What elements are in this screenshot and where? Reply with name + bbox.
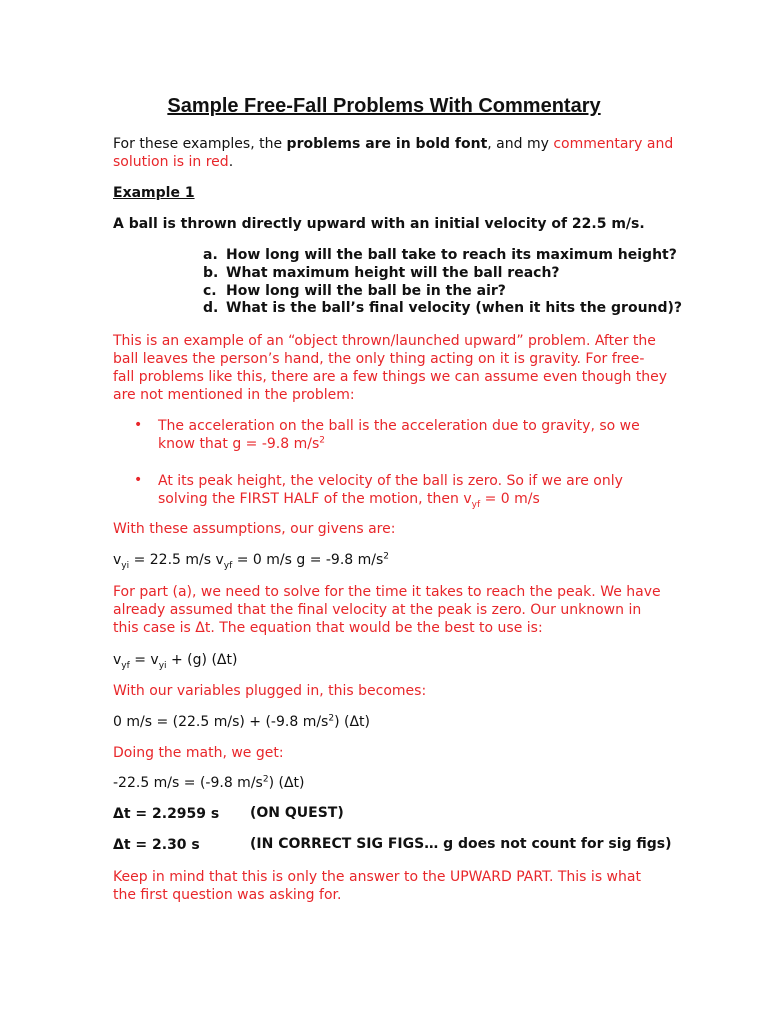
- question-text: How long will the ball be in the air?: [226, 283, 506, 299]
- eq-mid: = v: [129, 652, 159, 668]
- intro-bold: problems are in bold font: [286, 136, 488, 152]
- intro-red-2: solution is in red: [113, 154, 229, 170]
- result-2-note: (IN CORRECT SIG FIGS… g does not count for sig figs): [250, 836, 672, 852]
- commentary-line: This is an example of an “object thrown/launched upward” problem. After the: [113, 333, 656, 349]
- problem-statement: A ball is thrown directly upward with an initial velocity of 22.5 m/s.: [113, 216, 645, 232]
- question-text: How long will the ball take to reach its maximum height?: [226, 247, 677, 263]
- exponent: 2: [383, 551, 390, 562]
- plugged-b: ) (Δt): [334, 714, 370, 730]
- eq-v: v: [113, 652, 122, 668]
- math-b: ) (Δt): [268, 775, 305, 791]
- commentary-line: fall problems like this, there are a few things we can assume even though they: [113, 369, 668, 385]
- example-heading: Example 1: [113, 185, 195, 201]
- givens-line: [113, 551, 389, 569]
- intro-text-2: , and my: [487, 136, 554, 152]
- exponent: 2: [328, 713, 335, 724]
- part-a-line: this case is Δt. The equation that would be the best to use is:: [113, 620, 543, 636]
- part-a-line: For part (a), we need to solve for the time it takes to reach the peak. We have: [113, 584, 661, 600]
- bullet-marker: •: [134, 417, 143, 433]
- part-a-line: already assumed that the final velocity at the peak is zero. Our unknown in: [113, 602, 642, 618]
- eq-end: + (g) (Δt): [166, 652, 238, 668]
- intro-red: commentary and: [553, 136, 674, 152]
- question-text: What maximum height will the ball reach?: [226, 265, 560, 281]
- closing-line: the first question was asking for.: [113, 887, 342, 903]
- question-letter: a.: [203, 247, 218, 263]
- exponent: 2: [262, 774, 269, 785]
- bullet-1-text: know that g = -9.8 m/s: [158, 436, 320, 452]
- intro-line-2: [113, 153, 233, 171]
- commentary-line: are not mentioned in the problem:: [113, 387, 355, 403]
- plugged-equation: [113, 713, 370, 731]
- math-a: -22.5 m/s = (-9.8 m/s: [113, 775, 263, 791]
- intro-end: .: [228, 154, 234, 170]
- subscript: yi: [121, 560, 130, 571]
- givens-text-2: = 0 m/s g = -9.8 m/s: [232, 552, 384, 568]
- question-letter: d.: [203, 300, 219, 316]
- subscript: yf: [121, 660, 130, 671]
- plugged-a: 0 m/s = (22.5 m/s) + (-9.8 m/s: [113, 714, 329, 730]
- plug-line: With our variables plugged in, this becomes:: [113, 683, 427, 699]
- commentary-line: ball leaves the person’s hand, the only thing acting on it is gravity. For free-: [113, 351, 645, 367]
- question-text: What is the ball’s final velocity (when it hits the ground)?: [226, 300, 683, 316]
- question-letter: c.: [203, 283, 217, 299]
- equation-line: [113, 651, 237, 669]
- assumptions-line: With these assumptions, our givens are:: [113, 521, 396, 537]
- math-line: Doing the math, we get:: [113, 745, 284, 761]
- subscript: yf: [223, 560, 233, 571]
- bullet-2-text: solving the FIRST HALF of the motion, then v: [158, 491, 472, 507]
- givens-v: v: [113, 552, 122, 568]
- bullet-1-line-2: [158, 435, 325, 453]
- question-letter: b.: [203, 265, 219, 281]
- bullet-2-line-1: At its peak height, the velocity of the ball is zero. So if we are only: [158, 473, 623, 489]
- subscript: yi: [158, 660, 167, 671]
- exponent: 2: [319, 435, 325, 446]
- intro-line-1: [113, 135, 673, 153]
- bullet-2-end: = 0 m/s: [480, 491, 540, 507]
- bullet-2-line-2: [158, 490, 540, 508]
- page-title: Sample Free-Fall Problems With Commentary: [167, 95, 601, 117]
- bullet-marker: •: [134, 472, 143, 488]
- result-1: Δt = 2.2959 s: [113, 806, 220, 822]
- bullet-1-line-1: The acceleration on the ball is the acceleration due to gravity, so we: [158, 418, 640, 434]
- givens-text: = 22.5 m/s v: [129, 552, 224, 568]
- closing-line: Keep in mind that this is only the answer to the UPWARD PART. This is what: [113, 869, 641, 885]
- result-1-note: (ON QUEST): [250, 805, 344, 821]
- result-2: Δt = 2.30 s: [113, 837, 200, 853]
- math-equation: [113, 774, 304, 792]
- subscript: yf: [471, 499, 481, 510]
- intro-text: For these examples, the: [113, 136, 287, 152]
